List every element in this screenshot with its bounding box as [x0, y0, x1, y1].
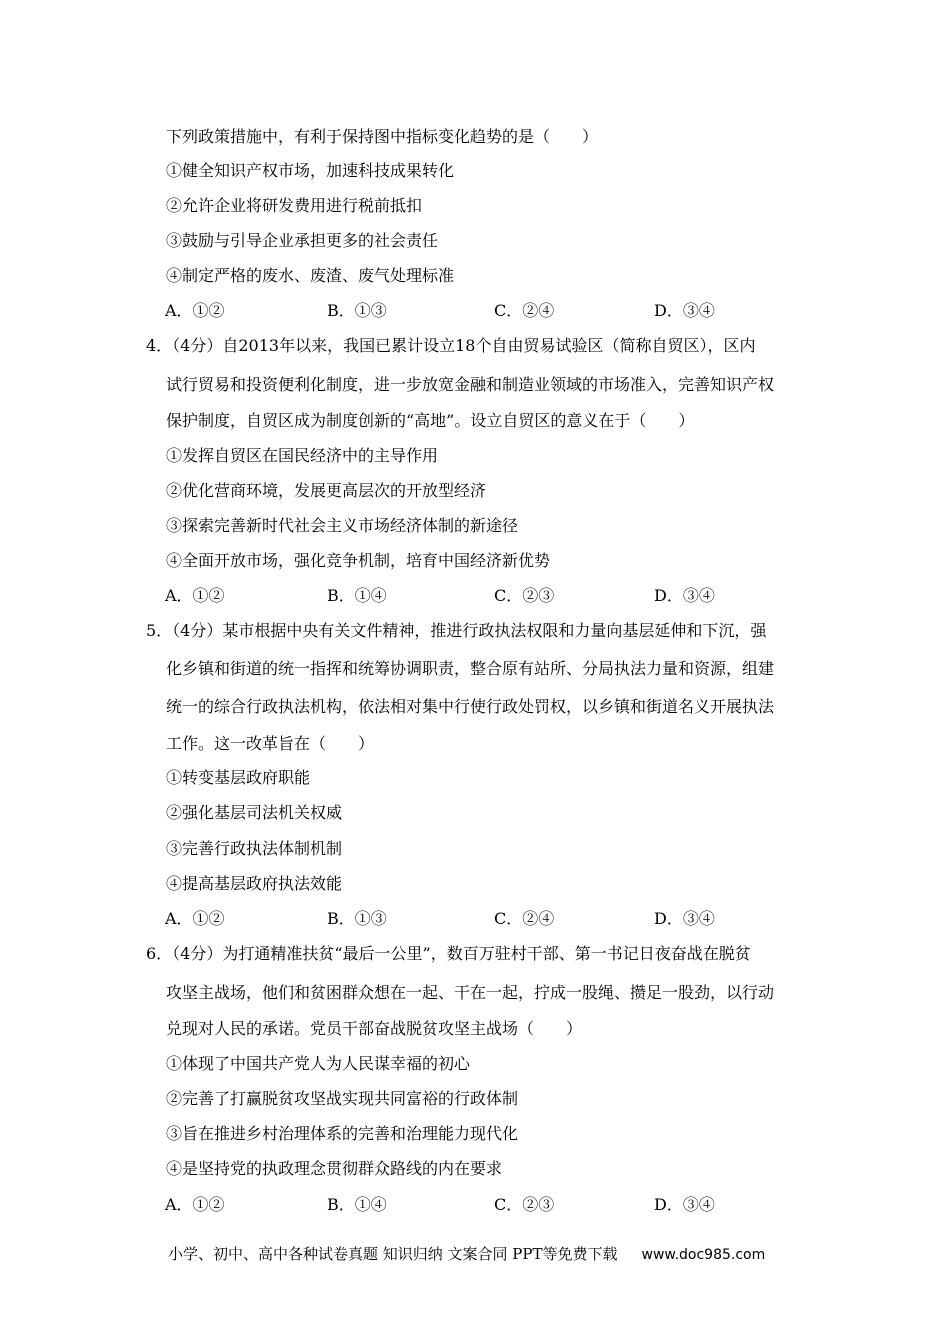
option-a: A．①② — [165, 301, 225, 320]
choice-statement: ①转变基层政府职能 — [166, 768, 311, 787]
choice-statement: ②允许企业将研发费用进行税前抵扣 — [166, 196, 423, 215]
choice-statement: ①健全知识产权市场，加速科技成果转化 — [166, 161, 455, 180]
option-c: C．②③ — [494, 586, 555, 605]
footer-text: 小学、初中、高中各种试卷真题 知识归纳 文案合同 PPT等免费下载 — [168, 1245, 618, 1263]
question-4-line: 保护制度，自贸区成为制度创新的“高地”。设立自贸区的意义在于（ ） — [166, 411, 695, 430]
option-d: D．③④ — [654, 1195, 715, 1214]
choice-statement: ③完善行政执法体制机制 — [166, 839, 343, 858]
option-a: A．①② — [165, 1195, 225, 1214]
choice-statement: ③鼓励与引导企业承担更多的社会责任 — [166, 231, 439, 250]
question-4-line: 4．（4分）自2013年以来，我国已累计设立18个自由贸易试验区（简称自贸区），区内 — [146, 336, 756, 355]
page-footer — [168, 1244, 765, 1265]
option-b: B．①④ — [327, 586, 387, 605]
choice-statement: ①发挥自贸区在国民经济中的主导作用 — [166, 446, 439, 465]
choice-statement: ③探索完善新时代社会主义市场经济体制的新途径 — [166, 516, 519, 535]
footer-site-link[interactable]: www.doc985.com — [641, 1247, 766, 1263]
question-5-line: 化乡镇和街道的统一指挥和统筹协调职责，整合原有站所、分局执法力量和资源，组建 — [166, 659, 775, 678]
option-d: D．③④ — [654, 301, 715, 320]
option-c: C．②③ — [494, 1195, 555, 1214]
question-6-line: 兑现对人民的承诺。党员干部奋战脱贫攻坚主战场（ ） — [166, 1019, 583, 1038]
question-stem: 下列政策措施中，有利于保持图中指标变化趋势的是（ ） — [166, 127, 599, 146]
question-5-line: 统一的综合行政执法机构，依法相对集中行使行政处罚权，以乡镇和街道名义开展执法 — [166, 697, 775, 716]
option-a: A．①② — [165, 586, 225, 605]
choice-statement: ④制定严格的废水、废渣、废气处理标准 — [166, 266, 455, 285]
choice-statement: ③旨在推进乡村治理体系的完善和治理能力现代化 — [166, 1124, 519, 1143]
choice-statement: ④是坚持党的执政理念贯彻群众路线的内在要求 — [166, 1159, 503, 1178]
option-c: C．②④ — [494, 909, 555, 928]
option-b: B．①③ — [327, 909, 387, 928]
choice-statement: ②优化营商环境，发展更高层次的开放型经济 — [166, 481, 487, 500]
option-d: D．③④ — [654, 586, 715, 605]
question-5-line: 工作。这一改革旨在（ ） — [166, 734, 375, 753]
option-b: B．①③ — [327, 301, 387, 320]
option-b: B．①④ — [327, 1195, 387, 1214]
option-a: A．①② — [165, 909, 225, 928]
question-5-line: 5．（4分）某市根据中央有关文件精神，推进行政执法权限和力量向基层延伸和下沉，强 — [146, 621, 767, 640]
choice-statement: ④提高基层政府执法效能 — [166, 874, 343, 893]
question-6-line: 6．（4分）为打通精准扶贫“最后一公里”，数百万驻村干部、第一书记日夜奋战在脱贫 — [146, 944, 751, 963]
choice-statement: ②完善了打赢脱贫攻坚战实现共同富裕的行政体制 — [166, 1089, 519, 1108]
choice-statement: ④全面开放市场，强化竞争机制，培育中国经济新优势 — [166, 551, 551, 570]
question-4-line: 试行贸易和投资便利化制度，进一步放宽金融和制造业领域的市场准入，完善知识产权 — [166, 375, 775, 394]
option-d: D．③④ — [654, 909, 715, 928]
question-6-line: 攻坚主战场，他们和贫困群众想在一起、干在一起，拧成一股绳、攒足一股劲，以行动 — [166, 983, 775, 1002]
choice-statement: ①体现了中国共产党人为人民谋幸福的初心 — [166, 1054, 471, 1073]
choice-statement: ②强化基层司法机关权威 — [166, 803, 343, 822]
option-c: C．②④ — [494, 301, 555, 320]
